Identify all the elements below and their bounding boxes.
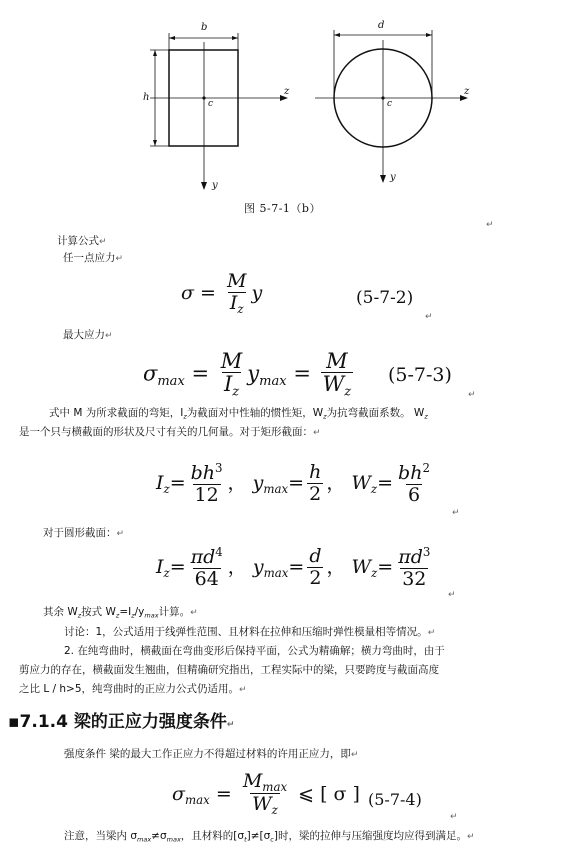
label-b: b <box>201 22 208 33</box>
eq-label-5-7-3: (5-7-3) <box>388 364 452 386</box>
label-c-circle: c <box>387 99 393 109</box>
label-h: h <box>143 92 150 103</box>
text-strength-condition: 强度条件 梁的最大工作正应力不得超过材料的许用正应力，即↵ <box>64 748 359 760</box>
label-d: d <box>378 20 385 31</box>
text-discuss-1: 讨论：1，公式适用于线弹性范围、且材料在拉伸和压缩时弹性模量相等情况。↵ <box>64 626 436 638</box>
text-max-stress: 最大应力↵ <box>63 329 113 341</box>
section-figure <box>0 0 574 215</box>
equation-circular: $I_z=$ $\frac{\pi d^4}{64}$ ， $y_{max}=$ $\frac{d}{2}$ ， $W_z=$ $\frac{\pi d^3}{32}$ <box>156 545 431 590</box>
label-c-rect: c <box>208 99 214 109</box>
text-discuss-2-line2: 剪应力的存在，横截面发生翘曲，但精确研究指出，工程实际中的梁，只要跨度与截面高度 <box>19 664 439 676</box>
equation-rectangular: $I_z=$ $\frac{bh^3}{12}$ ， $y_{max}=$ $\frac{h}{2}$ ， $W_z=$ $\frac{bh^2}{6}$ <box>156 461 430 506</box>
section-heading: ▪7.1.4 梁的正应力强度条件↵ <box>8 712 235 732</box>
text-discuss-2-line3: 之比 L / h>5，纯弯曲时的正应力公式仍适用。↵ <box>19 683 247 695</box>
equation-5-7-2: σ = $\frac{M}{I_z}$ y <box>181 270 263 317</box>
text-where-line2: 是一个只与横截面的形状及尺寸有关的几何量。对于矩形截面：↵ <box>19 426 321 438</box>
text-calc-formula: 计算公式↵ <box>57 235 107 247</box>
label-z-circle: z <box>464 86 470 97</box>
label-y-circle: y <box>390 172 396 183</box>
text-where-line1: 式中 M 为所求截面的弯矩，$I_z$为截面对中性轴的惯性矩，$W_z$为抗弯截面系数。 $W_z$ <box>49 407 428 421</box>
equation-5-7-3: $\sigma_{max}$ = $\frac{M}{I_z}$ $y_{max}$ = $\frac{M}{W_z}$ <box>143 349 352 400</box>
text-discuss-2-line1: 2. 在纯弯曲时，横截面在弯曲变形后保持平面，公式为精确解；横力弯曲时，由于 <box>64 645 445 657</box>
figure-caption: 图 5-7-1（b） <box>244 202 321 215</box>
text-other: 其余 $W_z$按式 $W_z=I_z/y_{max}$计算。↵ <box>43 606 198 620</box>
text-note: 注意，当梁内 $\sigma_{max}\ne\sigma_{max}$，且材料的$[\sigma_t]\ne[\sigma_c]$时，梁的拉伸与压缩强度均应得到满足。↵ <box>64 830 475 844</box>
text-circular: 对于圆形截面：↵ <box>43 527 125 539</box>
label-y-rect: y <box>212 180 218 191</box>
eq-label-5-7-4: (5-7-4) <box>368 790 422 809</box>
equation-5-7-4: $\sigma_{max}$ = $\frac{M_{max}}{W_z}$ ⩽ [ σ ] <box>172 770 360 818</box>
text-any-point: 任一点应力↵ <box>63 252 124 264</box>
eq-label-5-7-2: (5-7-2) <box>356 288 414 308</box>
label-z-rect: z <box>284 86 290 97</box>
